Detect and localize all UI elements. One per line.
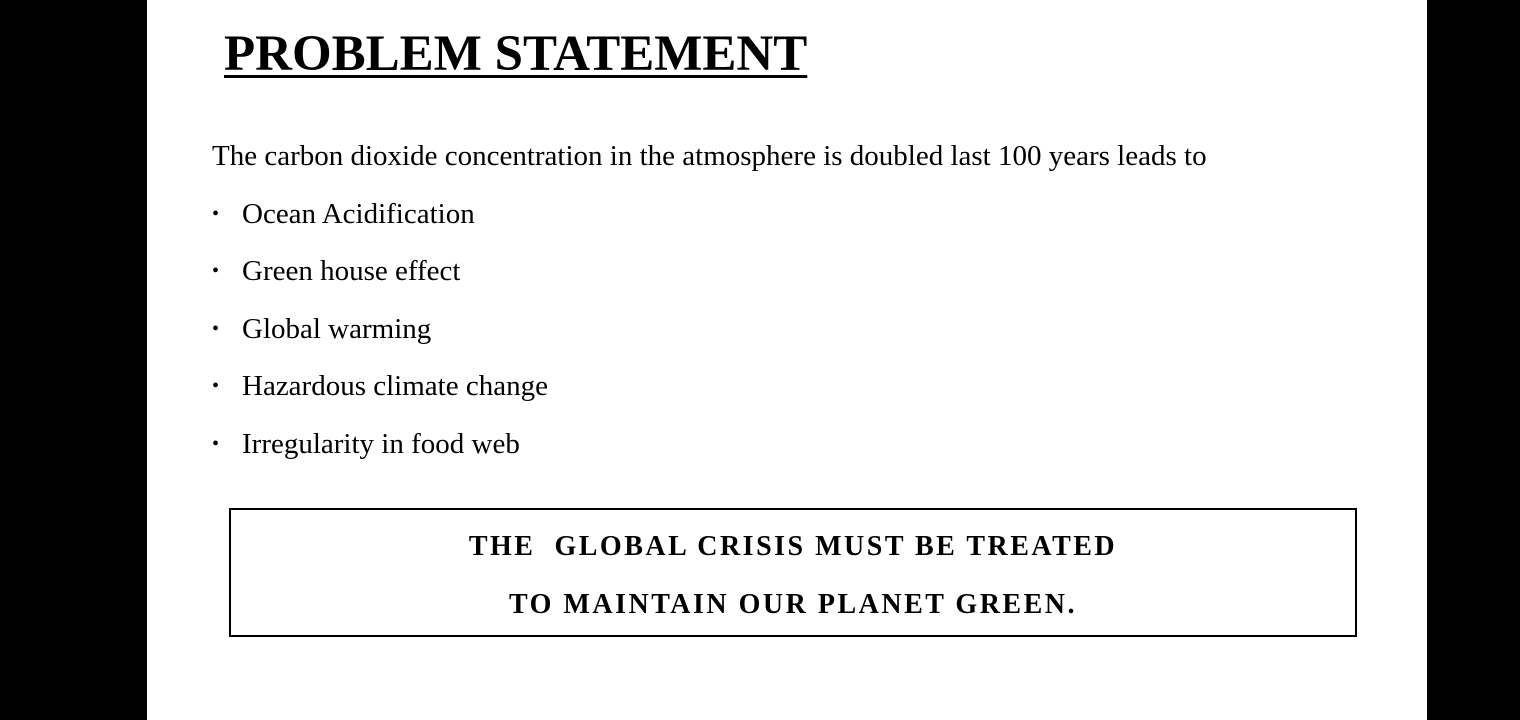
bullet-text: Irregularity in food web (242, 427, 520, 460)
list-item (212, 254, 548, 290)
bullet-icon: • (212, 260, 220, 282)
list-item (212, 369, 548, 405)
bullet-text: Global warming (242, 312, 432, 345)
intro-text: The carbon dioxide concentration in the atmosphere is doubled last 100 years leads to (212, 140, 1207, 172)
bullet-icon: • (212, 202, 220, 225)
bullet-icon: • (212, 317, 220, 340)
list-item (212, 311, 548, 347)
slide-title: PROBLEM STATEMENT (224, 26, 808, 82)
list-item (212, 196, 548, 232)
callout-line-1: THE GLOBAL CRISIS MUST BE TREATED (468, 531, 1118, 562)
slide (147, 0, 1427, 720)
bullet-text: Hazardous climate change (242, 370, 548, 402)
list-item (212, 426, 548, 462)
bullet-icon: • (212, 432, 220, 455)
bullet-text: Ocean Acidification (242, 197, 475, 230)
callout-line-2: TO MAINTAIN OUR PLANET GREEN. (508, 589, 1077, 620)
bullet-icon: • (212, 375, 220, 397)
bullet-text: Green house effect (242, 255, 461, 287)
callout-box (229, 508, 1357, 637)
bullet-list (212, 196, 548, 484)
